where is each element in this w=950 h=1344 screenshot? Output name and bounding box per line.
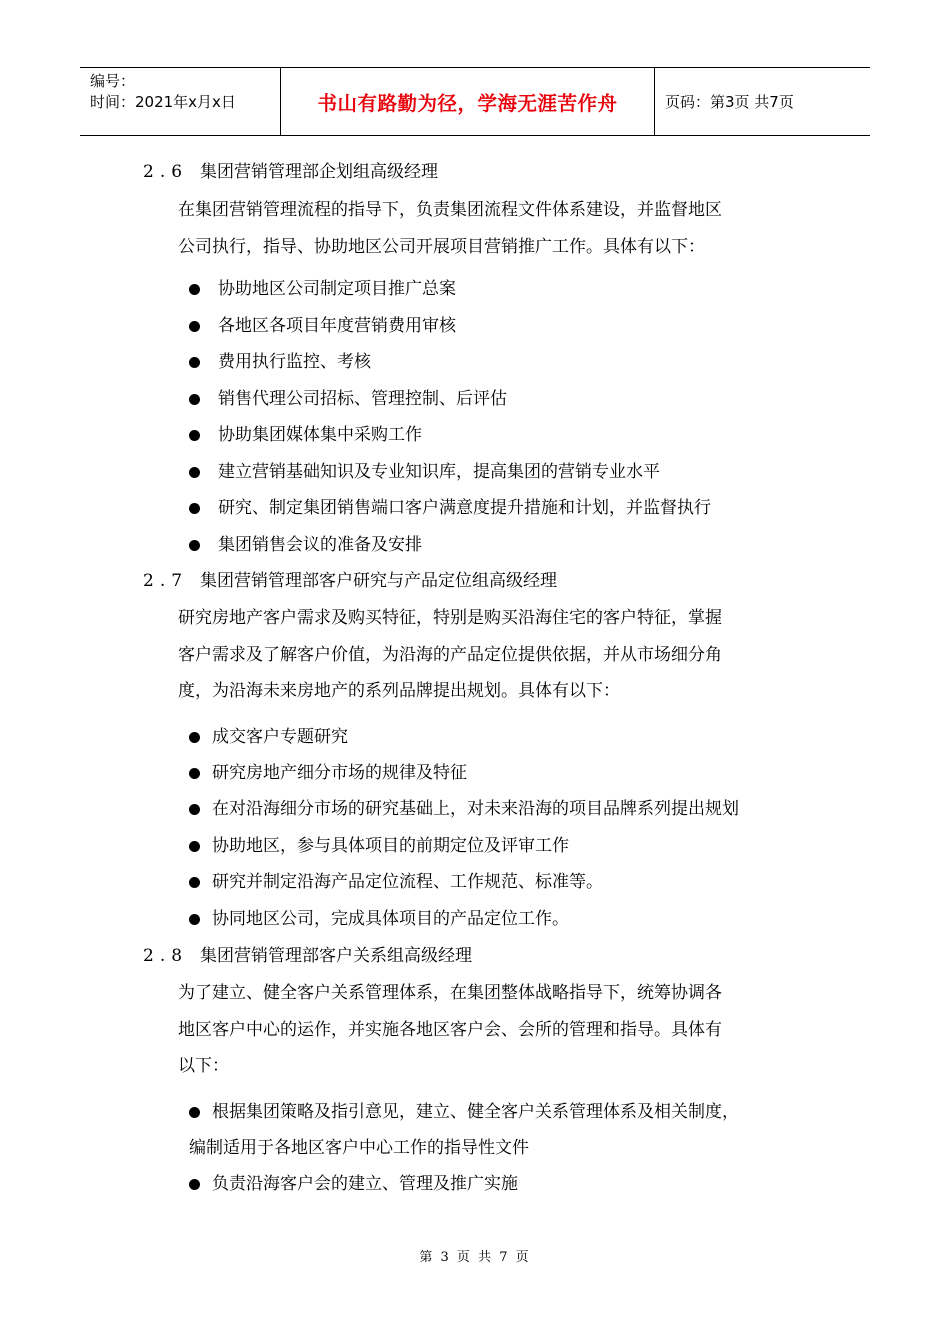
header-motto: 书山有路勤为径，学海无涯苦作舟	[281, 68, 655, 135]
bullet-icon	[189, 877, 200, 888]
page-footer: 第 3 页 共 7 页	[419, 1250, 531, 1265]
paragraph-line: 研究房地产客户需求及购买特征，特别是购买沿海住宅的客户特征，掌握	[178, 608, 722, 628]
header-page-info: 页码：第3页 共7页	[665, 93, 794, 111]
list-item-text: 集团销售会议的准备及安排	[218, 535, 422, 555]
bullet-icon	[189, 430, 200, 441]
list-item	[189, 423, 422, 447]
section-heading	[143, 944, 472, 968]
list-item	[189, 496, 711, 520]
document-number-label: 编号：	[90, 72, 136, 90]
section-paragraph	[178, 192, 818, 265]
list-item-text: 根据集团策略及指引意见，建立、健全客户关系管理体系及相关制度，	[212, 1102, 739, 1122]
list-item-text: 协助集团媒体集中采购工作	[218, 425, 422, 445]
list-item-text: 在对沿海细分市场的研究基础上，对未来沿海的项目品牌系列提出规划	[212, 799, 739, 819]
bullet-icon	[189, 321, 200, 332]
list-item	[189, 387, 507, 411]
bullet-icon	[189, 503, 200, 514]
list-item	[189, 797, 739, 821]
document-date: 时间：2021年x月x日	[90, 93, 236, 111]
bullet-icon	[189, 841, 200, 852]
section-heading	[143, 160, 438, 184]
list-item	[189, 870, 603, 894]
bullet-icon	[189, 357, 200, 368]
bullet-icon	[189, 467, 200, 478]
bullet-icon	[189, 732, 200, 743]
list-item	[189, 907, 569, 931]
section-number: 2.8	[143, 946, 189, 966]
list-item-text: 成交客户专题研究	[212, 727, 348, 747]
list-item-text: 研究、制定集团销售端口客户满意度提升措施和计划，并监督执行	[218, 498, 711, 518]
list-item-text: 销售代理公司招标、管理控制、后评估	[218, 389, 507, 409]
section-paragraph	[178, 975, 818, 1085]
list-item-text: 研究并制定沿海产品定位流程、工作规范、标准等。	[212, 872, 603, 892]
bullet-icon	[189, 1107, 200, 1118]
list-item-text: 协助地区公司制定项目推广总案	[218, 279, 456, 299]
list-item-continuation: 编制适用于各地区客户中心工作的指导性文件	[189, 1138, 529, 1158]
paragraph-line: 以下：	[178, 1056, 229, 1076]
list-item-text: 费用执行监控、考核	[218, 352, 371, 372]
list-item	[189, 533, 422, 557]
list-item-text: 研究房地产细分市场的规律及特征	[212, 763, 467, 783]
bullet-icon	[189, 284, 200, 295]
list-item	[189, 1172, 518, 1196]
paragraph-line: 度，为沿海未来房地产的系列品牌提出规划。具体有以下：	[178, 681, 620, 701]
list-item-text: 建立营销基础知识及专业知识库，提高集团的营销专业水平	[218, 462, 660, 482]
list-item-text: 负责沿海客户会的建立、管理及推广实施	[212, 1174, 518, 1194]
list-item	[189, 761, 467, 785]
list-item-text: 协同地区公司，完成具体项目的产品定位工作。	[212, 909, 569, 929]
list-item	[189, 1100, 739, 1124]
section-number: 2.6	[143, 162, 189, 182]
list-item-text: 各地区各项目年度营销费用审核	[218, 316, 456, 336]
list-item	[189, 460, 660, 484]
bullet-icon	[189, 540, 200, 551]
bullet-icon	[189, 1179, 200, 1190]
bullet-icon	[189, 914, 200, 925]
page-header	[80, 67, 870, 136]
header-meta	[80, 68, 281, 135]
bullet-icon	[189, 768, 200, 779]
section-heading	[143, 569, 557, 593]
list-item	[189, 277, 456, 301]
paragraph-line: 客户需求及了解客户价值，为沿海的产品定位提供依据，并从市场细分角	[178, 644, 722, 665]
list-item	[189, 350, 371, 374]
paragraph-line: 在集团营销管理流程的指导下，负责集团流程文件体系建设，并监督地区	[178, 200, 722, 220]
list-item	[189, 725, 348, 749]
section-title: 集团营销管理部企划组高级经理	[200, 162, 438, 182]
section-title: 集团营销管理部客户关系组高级经理	[200, 946, 472, 966]
paragraph-line: 为了建立、健全客户关系管理体系，在集团整体战略指导下，统筹协调各	[178, 983, 722, 1003]
section-paragraph	[178, 600, 818, 710]
list-item	[189, 314, 456, 338]
list-item	[189, 834, 569, 858]
paragraph-line: 公司执行，指导、协助地区公司开展项目营销推广工作。具体有以下：	[178, 236, 705, 257]
bullet-icon	[189, 394, 200, 405]
paragraph-line: 地区客户中心的运作，并实施各地区客户会、会所的管理和指导。具体有	[178, 1019, 722, 1040]
bullet-icon	[189, 804, 200, 815]
list-item-text: 协助地区，参与具体项目的前期定位及评审工作	[212, 836, 569, 856]
section-number: 2.7	[143, 571, 189, 591]
section-title: 集团营销管理部客户研究与产品定位组高级经理	[200, 571, 557, 591]
